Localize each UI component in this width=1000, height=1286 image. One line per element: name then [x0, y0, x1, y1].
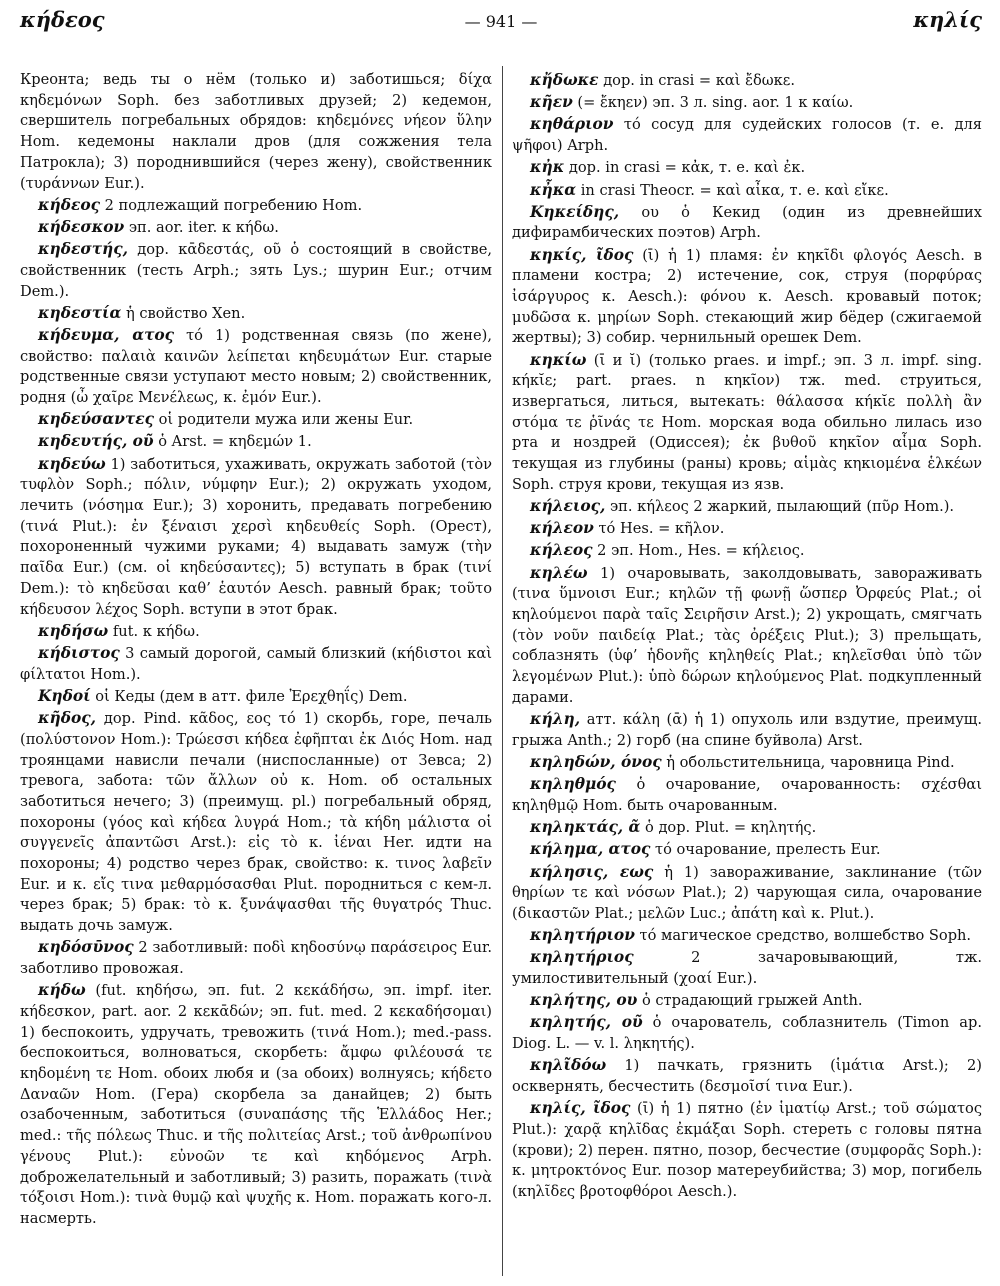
entry-headword: Κηκείδης, — [530, 202, 620, 221]
dictionary-entry — [512, 839, 982, 861]
entry-headword: κηλίς, ῖδος — [530, 1099, 631, 1118]
entry-headword: κήλεος — [530, 541, 593, 560]
dictionary-entry — [512, 540, 982, 562]
dictionary-entry — [20, 239, 492, 302]
entry-definition: τό Hes. = κῆλον. — [598, 520, 725, 538]
dictionary-entry — [20, 454, 492, 621]
entry-definition: τό магическое средство, волшебство Soph. — [639, 927, 972, 945]
header-right-word: κηλίς — [913, 7, 982, 32]
left-column — [20, 70, 492, 1230]
entry-definition: 2 зачаровывающий, тж. умилостивительный (χοαί Eur.). — [512, 949, 983, 988]
entry-headword: κήδευμα, ατος — [38, 325, 175, 344]
dictionary-entry — [512, 496, 982, 518]
entry-headword: κηληκτάς, ᾶ — [530, 818, 641, 837]
entry-headword: κηληδών, όνος — [530, 753, 662, 771]
dictionary-entry — [20, 643, 492, 685]
entry-headword: κηλητήριος — [530, 948, 634, 967]
entry-headword: κήλημα, ατος — [530, 840, 651, 859]
entry-headword: κήλη, — [530, 710, 581, 729]
entry-headword: κήλεον — [530, 519, 594, 538]
entry-definition: 3 самый дорогой, самый близкий (κήδιστοι καὶ φίλτατοι Hom.). — [20, 644, 493, 683]
entry-headword: κηδευτής, οῦ — [38, 432, 154, 451]
entry-definition: ὁ очарование, очарованность: σχέσθαι κηληθμῷ Hom. быть очарованным. — [512, 776, 983, 814]
dictionary-entry — [512, 563, 982, 709]
entry-definition: τό 1) родственная связь (по жене), свойство: παλαιὰ καινῶν λείπεται κηδευμάτων Eur. старые родственные связи уступают место новым; 2) свойственник, родня (ὦ χαῖρε Μενέλεως, κ. ἐμόν Eur.). — [20, 326, 493, 407]
entry-definition: 1) пачкать, грязнить (ἱμάτια Arst.); 2) осквернять, бесчестить (δεσμοῖσί τινα Eur.). — [512, 1057, 983, 1096]
dictionary-entry — [20, 217, 492, 239]
dictionary-entry — [512, 1098, 982, 1203]
entry-definition: (ῑ) ἡ 1) пятно (ἐν ἱματίῳ Arst.; τοῦ σώματος Plut.): χαρᾷ κηλῖδας ἐκμάξαι Soph. стереть с головы пятна (крови); 2) перен. пятно, позор, бесчестие (συμφορᾶς Soph.): κ. μητροκτόνος Eur. позор матереубийства; 3) мор, погибель (κηλῖδες βροτοφθόροι Aesch.). — [512, 1100, 983, 1201]
entry-definition: in crasi Theocr. = καὶ αἶκα, т. е. καὶ εἴκε. — [580, 181, 889, 199]
dictionary-entry — [512, 925, 982, 947]
entry-definition: 1) заботиться, ухаживать, окружать заботой (τὸν τυφλὸν Soph.; πόλιν, νύμφην Eur.); 2) окружать уходом, лечить (νόσημα Eur.); 3) хоронить, предавать погребению (τινά Plut.): ἐν ξέναισι χερσὶ κηδευθείς Soph. (Орест), похороненный чужими руками; 4) выдавать замуж (τὴν παῖδα Eur.) (см. οἱ κηδεύσαντες); 5) вступать в брак (τινί Dem.): τὸ κηδεῦσαι καθ’ ἑαυτόν Aesch. равный брак; τοῦτο κήδευσον λέχος Soph. вступи в этот брак. — [20, 455, 493, 618]
dictionary-entry — [512, 245, 982, 350]
dictionary-entry — [512, 114, 982, 156]
entry-headword: κήδεσκον — [38, 217, 125, 236]
entry-definition: дор. Pind. κᾶδος, εος τό 1) скорбь, горе, печаль (πολύστονον Hom.): Τρώεσσι κήδεα ἐφῆπται ἐκ Διός Hom. над троянцами нависли печали (ниспосланные) от Зевса; 2) тревога, забота: τῶν ἄλλων οὐ κ. Hom. об остальных заботиться нечего; 3) (преимущ. pl.) погребальный обряд, похороны (γόος καὶ κήδεα λυγρά Hom.; τὰ κήδη μάλιστα οἱ συγγενεῖς ἀπαντῶσι Arst.): εἰς τὸ κ. ἰέναι Her. идти на похороны; 4) родство через брак, свойство: κ. τινος λαβεῖν Eur. и κ. εἴς τινα μεθαρμόσασθαι Plut. породниться с кем-л. через брак; 5) брак: τὸ κ. ξυνάψασθαι τῆς θυγατρός Thuc. выдать дочь замуж. — [20, 710, 493, 935]
entry-definition: ἡ 1) завораживание, заклинание (τῶν θηρίων τε καὶ νόσων Plat.); 2) чарующая сила, очарование (δικαστῶν Plat.; μελῶν Luc.; ἀπάτη καὶ κ. Plut.). — [512, 863, 982, 922]
dictionary-entry — [512, 1012, 982, 1054]
entry-definition: Креонта; ведь ты о нём (только и) заботишься; δίχα κηδεμόνων Soph. без заботливых друзей; 2) кедемон, свершитель погребальных обрядов: κηδεμόνες νήεον ὕλην Hom. кедемоны наклали дров (для сожжения тела Патрокла); 3) породнившийся (через жену), свойственник (τυράννων Eur.). — [20, 71, 492, 192]
entry-definition: οἱ родители мужа или жены Eur. — [158, 411, 414, 429]
entry-definition: τό сосуд для судейских голосов (т. е. для ψῆφοι) Arph. — [512, 116, 983, 155]
dictionary-entry — [512, 774, 982, 816]
entry-headword: κήλειος, — [530, 497, 606, 516]
dictionary-entry — [20, 686, 492, 708]
entry-headword: κηλήτης, ου — [530, 991, 638, 1010]
dictionary-entry — [512, 157, 982, 179]
entry-headword: Κηδοί — [38, 686, 91, 705]
entry-headword: κηλητήριον — [530, 926, 635, 945]
dictionary-entry — [512, 70, 982, 92]
entry-definition: (ῑ) ἡ 1) пламя: ἐν κηκῖδι φλογός Aesch. в пламени костра; 2) истечение, сок, струя (πορφύρας ἰσάργυρος κ. Aesch.): φόνου κ. Aesch. кровавый поток; μυδῶσα κ. μηρίων Soph. стекающий жир бёдер (сжигаемой жертвы); 3) собир. чернильный орешек Dem. — [512, 246, 982, 347]
dictionary-entry — [512, 752, 982, 774]
running-header — [20, 7, 982, 38]
entry-headword: κἦκα — [530, 180, 577, 199]
entry-headword: κῆεν — [530, 93, 573, 112]
entry-headword: κηθάριον — [530, 115, 614, 134]
dictionary-entry — [20, 303, 492, 325]
dictionary-entry — [512, 862, 982, 925]
entry-definition: (fut. κηδήσω, эп. fut. 2 κεκάδήσω, эп. impf. iter. κήδεσκον, part. aor. 2 κεκᾱδών; эп. fut. med. 2 κεκαδήσομαι) 1) беспокоить, удручать, тревожить (τινά Hom.); med.-pass. беспокоиться, волноваться, скорбеть: ἄμφω φιλέουσά τε κηδομένη τε Hom. обоих любя и (за обоих) волнуясь; κήδετο Δαναῶν Hom. (Гера) скорбела за данайцев; 2) быть озабоченным, заботиться (συναπάσης τῆς Ἑλλάδος Her.; med.: τῆς πόλεως Thuc. и τῆς πολιτείας Arst.; τοῦ ἀνθρωπίνου γένους Plut.): εὐνοῶν τε καὶ κηδόμενος Arph. доброжелательный и заботливый; 3) разить, поражать (τινὰ τόξοισι Hom.): τινὰ θυμῷ καὶ ψυχῆς κ. Hom. поражать кого-л. насмерть. — [20, 982, 492, 1227]
dictionary-entry — [20, 431, 492, 453]
entry-headword: κηδεστής, — [38, 240, 128, 259]
dictionary-entry — [20, 937, 492, 979]
dictionary-entry — [20, 195, 492, 217]
entry-definition: атт. κάλη (ᾱ) ἡ 1) опухоль или вздутие, преимущ. грыжа Anth.; 2) горб (на спине буйвола) Arst. — [512, 711, 982, 749]
dictionary-entry — [20, 621, 492, 643]
entry-headword: κήδεος — [38, 195, 100, 214]
entry-definition: 2 заботливый: ποδὶ κηδοσύνῳ παράσειρος Eur. заботливо провожая. — [20, 939, 492, 978]
entry-definition: дор. in crasi = καὶ ἔδωκε. — [603, 72, 795, 89]
entry-headword: κἠκ — [530, 158, 565, 177]
entry-definition: οἱ Кеды (дем в атт. филе Ἐρεχθηΐς) Dem. — [95, 687, 408, 705]
entry-headword: κἤδωκε — [530, 71, 599, 89]
dictionary-entry — [20, 980, 492, 1229]
dictionary-entry — [20, 708, 492, 937]
entry-definition: fut. к κήδω. — [112, 622, 200, 640]
entry-definition: ὁ очарователь, соблазнитель (Timon ap. Diog. L. — v. l. ληκητής). — [512, 1014, 982, 1053]
dictionary-entry — [20, 409, 492, 431]
entry-headword: κηδεύω — [38, 454, 106, 473]
entry-headword: κηδεστία — [38, 303, 122, 322]
dictionary-entry — [512, 180, 982, 202]
dictionary-entry — [512, 1055, 982, 1097]
dictionary-entry — [512, 947, 982, 989]
entry-headword: κηληθμός — [530, 775, 616, 794]
entry-definition: эп. aor. iter. к κήδω. — [128, 218, 279, 236]
page-number: — 941 — — [464, 12, 538, 31]
entry-headword: κῆδος, — [38, 709, 96, 728]
entry-headword: κηκίς, ῖδος — [530, 245, 634, 264]
dictionary-entry — [512, 518, 982, 540]
entry-definition: 2 подлежащий погребению Hom. — [104, 196, 363, 214]
entry-definition: ὁ Arst. = κηδεμών 1. — [158, 433, 312, 451]
entry-definition: τό очарование, прелесть Eur. — [655, 841, 881, 859]
dictionary-entry — [512, 350, 982, 496]
entry-headword: κήδιστος — [38, 643, 120, 662]
entry-headword: κηδόσῡνος — [38, 938, 134, 957]
entry-headword: κήλησις, εως — [530, 862, 654, 881]
header-left-word: κήδεος — [20, 7, 105, 32]
dictionary-entry — [512, 709, 982, 751]
entry-headword: κήδω — [38, 981, 86, 1000]
dictionary-entry — [512, 990, 982, 1012]
column-divider — [502, 66, 503, 1276]
entry-definition: (ῑ и ῐ) (только praes. и impf.; эп. 3 л. impf. sing. κήκῐε; part. praes. n κηκῖον) тж. med. струиться, извергаться, литься, вытекать: θάλασσα κήκῐε πολλὴ ἂν στόμα τε ῥῖνάς τε Hom. морская вода обильно лилась изо рта и ноздрей (Одиссея); ἐκ βυθοῦ κηκῖον αἷμα Soph. текущая из глубины (раны) кровь; αἱμὰς κηκιομένα ἑλκέων Soph. струя крови, текущая из язв. — [512, 351, 983, 493]
entry-definition: 1) очаровывать, заколдовывать, завораживать (τινα ὕμνοισι Eur.; κηλῶν τῇ φωνῇ ὥσπερ Ὀρφεύς Plat.; οἱ κηλούμενοι παρὰ ταῖς Σειρῆσιν Arst.); 2) укрощать, смягчать (τὸν νοῦν παιδείᾳ Plat.; τὰς ὀρέξεις Plut.); 3) прельщать, соблазнять (ὑφ’ ἡδονῆς κηληθείς Plat.; κηλεῖσθαι ὑπὸ τῶν λεγομένων Plut.): ὑπὸ δώρων κηλούμενος Plat. подкупленный дарами. — [512, 564, 983, 706]
entry-definition: дор. κᾱδεστάς, οῦ ὁ состоящий в свойстве, свойственник (тесть Arph.; зять Lys.; шурин Eur.; отчим Dem.). — [20, 241, 492, 300]
entry-definition: дор. in crasi = κἀκ, т. е. καὶ ἐκ. — [568, 159, 806, 177]
entry-headword: κηλητής, οῦ — [530, 1013, 643, 1032]
entry-headword: κηλέω — [530, 563, 588, 582]
entry-definition: ἡ свойство Xen. — [125, 304, 246, 322]
dictionary-entry — [512, 202, 982, 244]
entry-definition: эп. κήλεος 2 жаркий, пылающий (πῦρ Hom.). — [609, 498, 955, 516]
dictionary-entry — [20, 325, 492, 409]
entry-headword: κηκίω — [530, 350, 587, 369]
entry-definition: ἡ обольстительница, чаровница Pind. — [666, 754, 955, 771]
dictionary-entry — [512, 817, 982, 839]
entry-definition: ὁ страдающий грыжей Anth. — [641, 992, 863, 1010]
entry-definition: 2 эп. Hom., Hes. = κήλειος. — [597, 542, 805, 560]
dictionary-entry — [512, 92, 982, 114]
entry-headword: κηδήσω — [38, 621, 109, 640]
entry-definition: ὁ дор. Plut. = κηλητής. — [645, 819, 817, 837]
right-column — [512, 70, 982, 1203]
entry-definition: ου ὁ Кекид (один из древнейших дифирамбических поэтов) Arph. — [512, 203, 982, 242]
entry-headword: κηδεύσαντες — [38, 410, 154, 429]
entry-definition: (= ἔκηεν) эп. 3 л. sing. aor. 1 к καίω. — [577, 94, 854, 112]
dictionary-entry — [20, 70, 492, 194]
entry-headword: κηλῖδόω — [530, 1056, 607, 1075]
